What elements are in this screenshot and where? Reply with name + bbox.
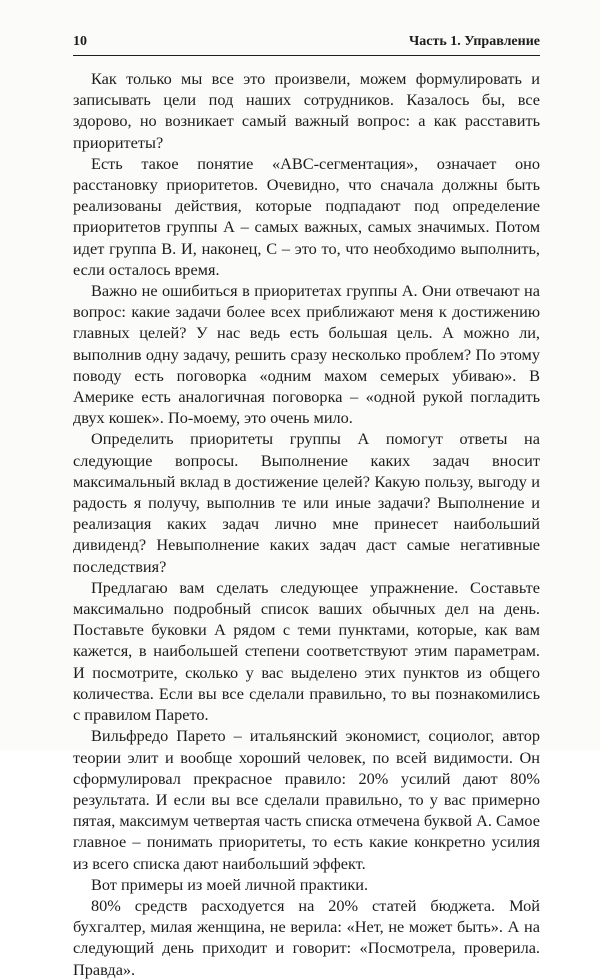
paragraph: Вот примеры из моей личной практики. (91, 874, 369, 894)
body-text (73, 68, 540, 980)
running-head: Часть 1. Управление (408, 34, 540, 49)
paragraph: Определить приоритеты группы А помогут ответы на следующие вопросы. Выполнение каких задач вносит максимальный вклад в достижение целей? Какую пользу, выгоду и радость я получу, выполнив те или иные задачи? Выполнение и реализация каких задач лично мне принесет наибольший дивиденд? Невыполнение каких задач даст самые негативные последствия? (73, 429, 540, 576)
paragraph: Вильфредо Парето – итальянский экономист, социолог, автор теории элит и вообще хороший человек, по всей видимости. Он сформулировал прекрасное правило: 20% усилий дают 80% результата. И если вы все сделали правильно, то у вас примерно пятая, максимум четвертая часть списка отмечена буквой А. Самое главное – понимать приоритеты, то есть какие конкретно усилия из всего списка дают наибольший эффект. (73, 726, 540, 873)
paragraph: Предлагаю вам сделать следующее упражнение. Составьте максимально подробный список ваших обычных дел на день. Поставьте буковки А рядом с теми пунктами, которые, как вам кажется, в наибольшей степени соответствуют этим параметрам. И посмотрите, сколько у вас выделено этих пунктов из общего количества. Если вы все сделали правильно, то вы познакомились с правилом Парето. (73, 577, 540, 725)
paragraph: 80% средств расходуется на 20% статей бюджета. Мой бухгалтер, милая женщина, не верила: «Нет, не может быть». А на следующий день приходит и говорит: «Посмотрела, проверила. Правда». (73, 895, 540, 979)
paragraph: Как только мы все это произвели, можем формулировать и записывать цели под наших сотрудников. Казалось бы, все здорово, но возникает самый важный вопрос: а как расставить приоритеты? (73, 69, 540, 152)
page-header (73, 32, 540, 54)
paragraph: Есть такое понятие «ABC-сегментация», означает оно расстановку приоритетов. Очевидно, что сначала должны быть реализованы действия, которые подпадают под определение приоритетов группы А – самых важных, самых значимых. Потом идет группа В. И, наконец, С – это то, что необходимо выполнить, если осталось время. (73, 153, 540, 279)
header-rule (73, 55, 540, 56)
paragraph: Важно не ошибиться в приоритетах группы А. Они отвечают на вопрос: какие задачи более всех приближают меня к достижению главных целей? У нас ведь есть большая цель. А можно ли, выполнив одну задачу, решить сразу несколько проблем? По этому поводу есть поговорка «одним махом семерых убиваю». В Америке есть аналогичная поговорка – «одной рукой погладить двух кошек». По-моему, это очень мило. (73, 281, 540, 428)
page-number: 10 (73, 34, 87, 49)
